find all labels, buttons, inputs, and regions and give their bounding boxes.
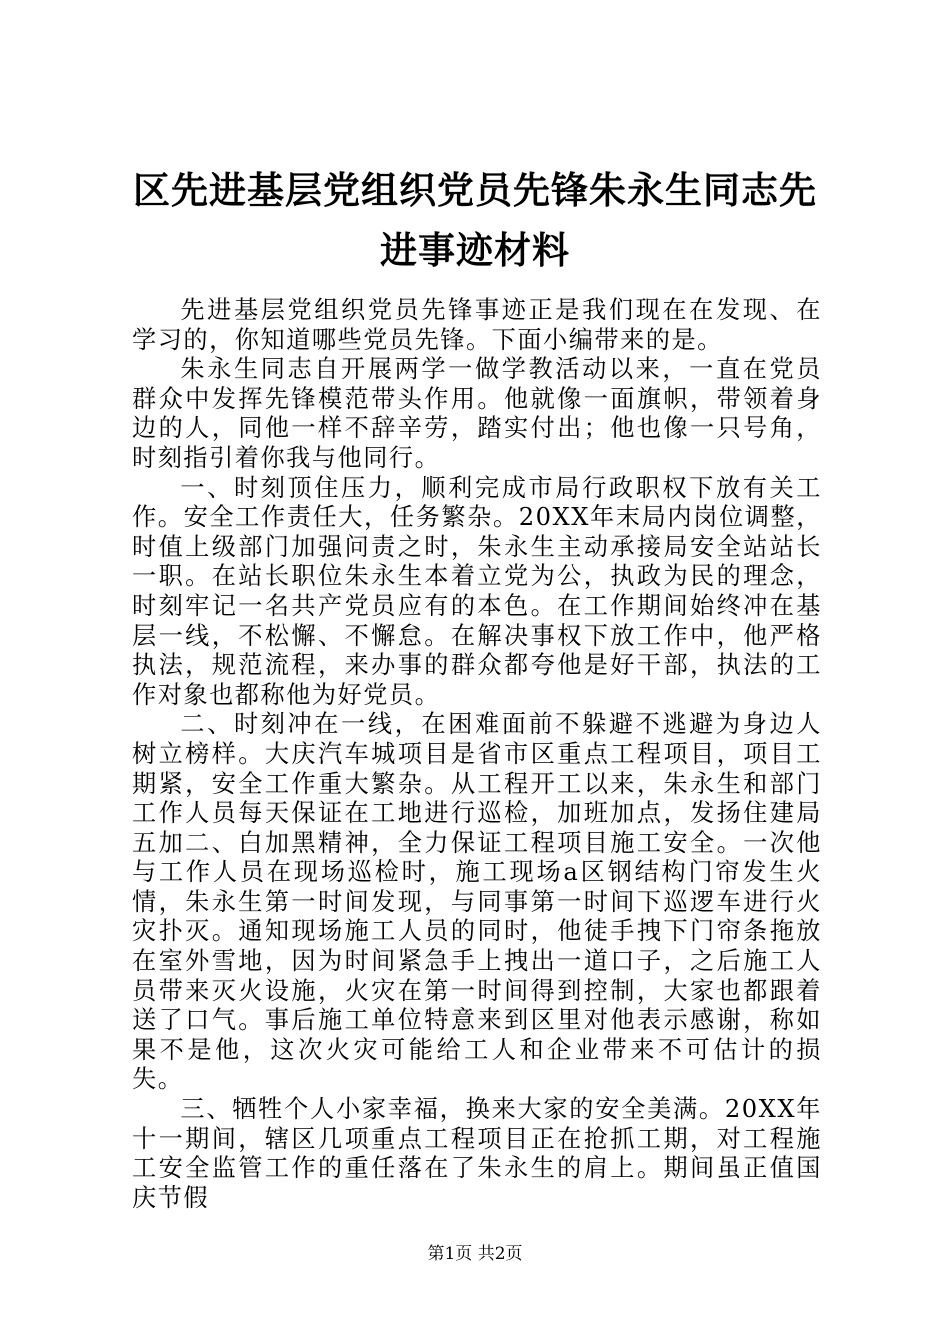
- paragraph-section-one: 一、时刻顶住压力，顺利完成市局行政职权下放有关工作。安全工作责任大，任务繁杂。20XX年末局内岗位调整，时值上级部门加强问责之时，朱永生主动承接局安全站站长一职。在站长职位朱永生本着立党为公，执政为民的理念，时刻牢记一名共产党员应有的本色。在工作期间始终冲在基层一线，不松懈、不懈怠。在解决事权下放工作中，他严格执法，规范流程，来办事的群众都夸他是好干部，执法的工作对象也都称他为好党员。: [132, 473, 822, 709]
- document-title: 区先进基层党组织党员先锋朱永生同志先进事迹材料: [133, 168, 817, 272]
- page-footer: 第1页 共2页: [427, 1244, 523, 1264]
- paragraph-intro: 先进基层党组织党员先锋事迹正是我们现在在发现、在学习的，你知道哪些党员先锋。下面小编带来的是。: [132, 296, 822, 354]
- document-body: [132, 296, 822, 1213]
- paragraph-section-three: 三、牺牲个人小家幸福，换来大家的安全美满。20XX年十一期间，辖区几项重点工程项目正在抢抓工期，对工程施工安全监管工作的重任落在了朱永生的肩上。期间虽正值国庆节假: [132, 1095, 822, 1212]
- paragraph-summary: 朱永生同志自开展两学一做学教活动以来，一直在党员群众中发挥先锋模范带头作用。他就像一面旗帜，带领着身边的人，同他一样不辞辛劳，踏实付出；他也像一只号角，时刻指引着你我与他同行。: [132, 355, 822, 472]
- paragraph-section-two: 二、时刻冲在一线，在困难面前不躲避不逃避为身边人树立榜样。大庆汽车城项目是省市区重点工程项目，项目工期紧，安全工作重大繁杂。从工程开工以来，朱永生和部门工作人员每天保证在工地进行巡检，加班加点，发扬住建局五加二、白加黑精神，全力保证工程项目施工安全。一次他与工作人员在现场巡检时，施工现场a区钢结构门帘发生火情，朱永生第一时间发现，与同事第一时间下巡逻车进行火灾扑灭。通知现场施工人员的同时，他徒手拽下门帘条拖放在室外雪地，因为时间紧急手上拽出一道口子，之后施工人员带来灭火设施，火灾在第一时间得到控制，大家也都跟着送了口气。事后施工单位特意来到区里对他表示感谢，称如果不是他，这次火灾可能给工人和企业带来不可估计的损失。: [132, 710, 822, 1094]
